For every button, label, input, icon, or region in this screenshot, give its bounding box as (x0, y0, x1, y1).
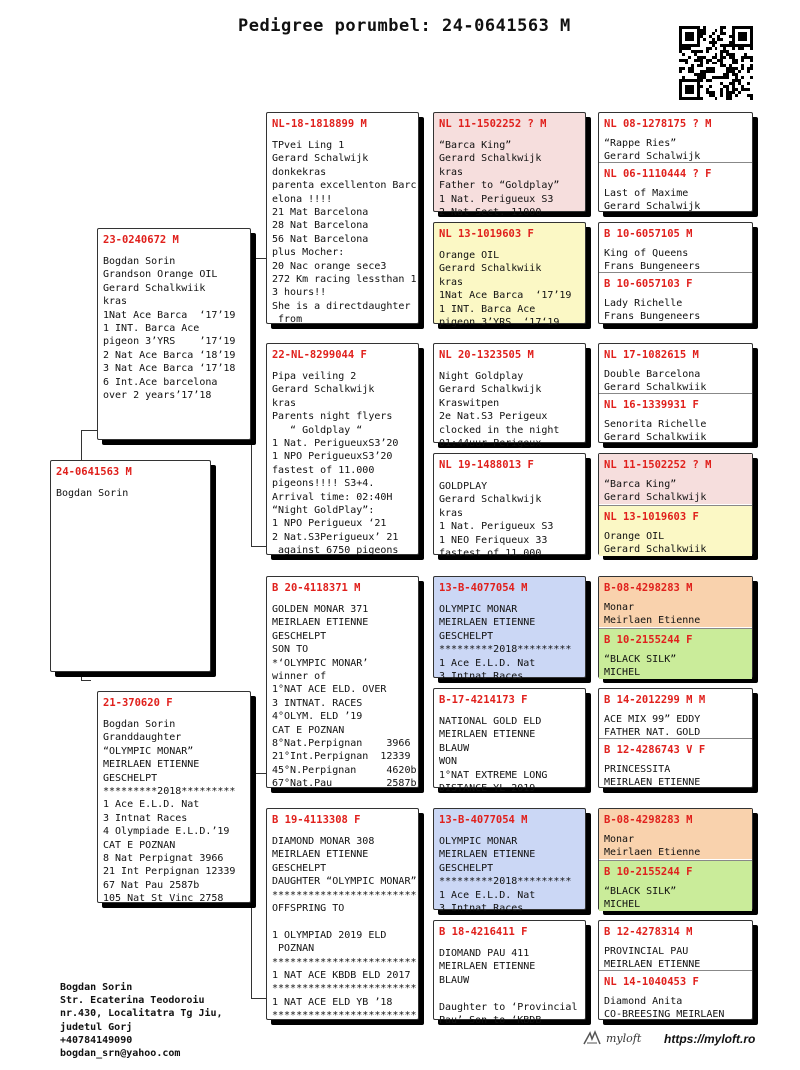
website-link[interactable]: https://myloft.ro (664, 1032, 756, 1046)
pedigree-card-pair-5 (598, 576, 753, 678)
pedigree-entry (599, 577, 752, 627)
connector-line (251, 773, 266, 774)
card-text: Bogdan Sorin Grandson Orange OIL Gerard Schalkwiik kras 1Nat Ace Barca ‘17’19 1 INT. Barca Ace pigeon 3’YRS ’17‘19 2 Nat Ace Barca ‘18’19 3 Nat Ace Barca ‘17’18 6 Int.Ace barcelona over 2 years’17’18 (103, 256, 236, 402)
connector-line (251, 258, 252, 546)
ring-number: NL 17-1082615 M (604, 349, 699, 361)
card-text: DIAMOND MONAR 308 MEIRLAEN ETIENNE GESCHELPT DAUGHTER “OLYMPIC MONAR” ************************ OFFSPRING TO 1 OLYMPIAD 2019 ELD POZNAN ************************ 1 NAT ACE KBDB ELD 2017 ************************ 1 NAT ACE ELD YB ’18 ************************ (272, 836, 417, 1022)
pedigree-card-dds (433, 808, 586, 915)
ring-number: NL 13-1019603 F (439, 228, 534, 240)
ring-number: 13-B-4077054 M (439, 814, 528, 826)
card-text: “BLACK SILK” MICHEL (604, 654, 677, 679)
pedigree-card-pair-6 (598, 688, 753, 788)
qr-code-icon (679, 26, 753, 100)
card-text: Night Goldplay Gerard Schalkwijk Kraswitpen 2e Nat.S3 Perigeux clocked in the night 01:44uur Perigeux (439, 371, 560, 450)
pedigree-card-pair-7 (598, 808, 753, 910)
ring-number: B 19-4113308 F (272, 814, 361, 826)
card-text: “Barca King” Gerard Schalkwijk kras Father to “Goldplay” 1 Nat. Perigueux S3 2 Nat Sect. 11000 (439, 140, 560, 219)
card-text: PROVINCIAL PAU MEIRLAEN ETIENNE (604, 946, 701, 971)
pedigree-entry (599, 454, 752, 504)
ring-number: NL 14-1040453 F (604, 976, 699, 988)
pedigree-card-pair-1 (598, 112, 753, 212)
card-text: Lady Richelle Frans Bungeneers (604, 298, 701, 323)
pedigree-card-dsd (433, 688, 586, 795)
pedigree-entry (599, 223, 752, 271)
pedigree-entry (599, 628, 752, 679)
pedigree-card-dam (97, 691, 251, 903)
ring-number: NL 13-1019603 F (604, 511, 699, 523)
pedigree-card-subject (50, 460, 211, 672)
pedigree-card-ssd (433, 222, 586, 329)
ring-number: B 18-4216411 F (439, 926, 528, 938)
ring-number: 21-370620 F (103, 697, 173, 709)
ring-number: 13-B-4077054 M (439, 582, 528, 594)
connector-line (251, 546, 266, 547)
card-text: Monar Meirlaen Etienne (604, 602, 701, 627)
pedigree-entry (599, 162, 752, 213)
card-text: ACE MIX 99” EDDY FATHER NAT. GOLD (604, 714, 701, 739)
pedigree-card-pair-2 (598, 222, 753, 324)
pedigree-card-dam-sire (266, 576, 419, 788)
page-title: Pedigree porumbel: 24-0641563 M (238, 16, 571, 36)
card-text: DIOMAND PAU 411 MEIRLAEN ETIENNE BLAUW Daughter to ‘Provincial Pau’ Son to ‘KBDB (439, 948, 578, 1027)
pedigree-entry (599, 505, 752, 556)
pedigree-card-sds (433, 343, 586, 450)
card-text: OLYMPIC MONAR MEIRLAEN ETIENNE GESCHELPT *********2018********* 1 Ace E.L.D. Nat 3 Intnat Races (439, 836, 572, 915)
pedigree-card-dss (433, 576, 586, 683)
ring-number: NL 19-1488013 F (439, 459, 534, 471)
card-text: GOLDEN MONAR 371 MEIRLAEN ETIENNE GESCHELPT SON TO *‘OLYMPIC MONAR’ winner of 1°NAT ACE ELD. OVER 3 INTNAT. RACES 4°OLYM. ELD ’19 CAT E POZNAN 8°Nat.Perpignan 3966 21°Int.Perpignan 12339 45°N.Perpignan 4620b 67°Nat.Pau 2587b (272, 604, 417, 790)
myloft-logo-icon (582, 1030, 602, 1046)
ring-number: B 14-2012299 M M (604, 694, 706, 706)
ring-number: NL 08-1278175 ? M (604, 118, 712, 130)
pedigree-card-pair-4 (598, 453, 753, 555)
ring-number: NL 16-1339931 F (604, 399, 699, 411)
ring-number: B-08-4298283 M (604, 814, 693, 826)
ring-number: B 12-4278314 M (604, 926, 693, 938)
pedigree-card-sdd (433, 453, 586, 560)
ring-number: B 10-6057105 M (604, 228, 693, 240)
pedigree-entry (599, 738, 752, 789)
pedigree-card-sire (97, 228, 251, 440)
pedigree-entry (599, 113, 752, 161)
ring-number: B 10-2155244 F (604, 634, 693, 646)
card-text: Pipa veiling 2 Gerard Schalkwijk kras Parents night flyers “ Goldplay “ 1 Nat. PerigueuxS3’20 1 NPO PerigueuxS3’20 fastest of 11.000 pigeons!!!! S3+4. Arrival time: 02:40H “Night GoldPlay”: 1 NPO Perigueux ‘21 2 Nat.S3Perigueux’ 21 against 6750 pigeons (272, 371, 399, 557)
card-text: Orange OIL Gerard Schalkwiik (604, 531, 707, 556)
owner-address: Bogdan Sorin Str. Ecaterina Teodoroiu nr.430, Localitatra Tg Jiu, judetul Gorj +40784149090 bogdan_srn@yahoo.com (60, 982, 223, 1060)
card-text: “Rappe Ries” Gerard Schalwijk (604, 138, 701, 163)
pedigree-entry (599, 860, 752, 911)
pedigree-entry (599, 921, 752, 969)
pedigree-entry (599, 809, 752, 859)
card-text: NATIONAL GOLD ELD MEIRLAEN ETIENNE BLAUW WON 1°NAT EXTREME LONG DISTANCE YL 2019 (439, 716, 548, 795)
card-text: TPvei Ling 1 Gerard Schalwijk donkekras parenta excellenton Barc elona !!!! 21 Mat Barcelona 28 Nat Barcelona 56 Nat Barcelona plus Mocher: 20 Nac orange sece3 272 Km racing lessthan 1 3 hours!! She is a directdaughter from (272, 140, 417, 326)
pedigree-entry (599, 272, 752, 325)
pedigree-entry (599, 344, 752, 392)
pedigree-entry (599, 689, 752, 737)
pedigree-card-sire-sire (266, 112, 419, 324)
card-text: Diamond Anita CO-BREESING MEIRLAEN (604, 996, 725, 1021)
ring-number: 22-NL-8299044 F (272, 349, 367, 361)
card-text: Double Barcelona Gerard Schalkwiik (604, 369, 707, 394)
card-text: Last of Maxime Gerard Schalwijk (604, 188, 701, 213)
pedigree-card-sire-dam (266, 343, 419, 555)
pedigree-card-sss (433, 112, 586, 219)
connector-line (251, 773, 252, 998)
card-text: King of Queens Frans Bungeneers (604, 248, 701, 273)
ring-number: NL 11-1502252 ? M (439, 118, 547, 130)
pedigree-entry (599, 393, 752, 444)
card-text: GOLDPLAY Gerard Schalkwijk kras 1 Nat. Perigueux S3 1 NEO Feriqueux 33 fastest of 11.000 (439, 481, 554, 560)
connector-line (251, 998, 266, 999)
ring-number: NL-18-1818899 M (272, 118, 367, 130)
card-text: OLYMPIC MONAR MEIRLAEN ETIENNE GESCHELPT *********2018********* 1 Ace E.L.D. Nat 3 Intnat Races (439, 604, 572, 683)
ring-number: B 20-4118371 M (272, 582, 361, 594)
pedigree-card-pair-3 (598, 343, 753, 443)
ring-number: NL 11-1502252 ? M (604, 459, 712, 471)
pedigree-card-dam-dam (266, 808, 419, 1020)
connector-line (251, 258, 266, 259)
card-text: PRINCESSITA MEIRLAEN ETIENNE (604, 764, 701, 789)
card-text: Bogdan Sorin (56, 488, 129, 499)
card-text: Bogdan Sorin Granddaughter “OLYMPIC MONAR” MEIRLAEN ETIENNE GESCHELPT *********2018********* 1 Ace E.L.D. Nat 3 Intnat Races 4 Olympiade E.L.D.’19 CAT E POZNAN 8 Nat Perpignat 3966 21 Int Perpignan 12339 67 Nat Pau 2587b 105 Nat St Vinc 2758 (103, 719, 236, 905)
ring-number: B 10-2155244 F (604, 866, 693, 878)
ring-number: NL 06-1110444 ? F (604, 168, 712, 180)
ring-number: 24-0641563 M (56, 466, 132, 478)
ring-number: NL 20-1323505 M (439, 349, 534, 361)
logo-text: myloft (606, 1031, 642, 1045)
ring-number: B 12-4286743 V F (604, 744, 706, 756)
card-text: Monar Meirlaen Etienne (604, 834, 701, 859)
ring-number: B 10-6057103 F (604, 278, 693, 290)
card-text: Senorita Richelle Gerard Schalkwiik (604, 419, 707, 444)
myloft-logo (582, 1030, 641, 1046)
ring-number: B-08-4298283 M (604, 582, 693, 594)
pedigree-entry (599, 970, 752, 1021)
pedigree-card-pair-8 (598, 920, 753, 1020)
connector-line (81, 680, 91, 681)
card-text: Orange OIL Gerard Schalkwiik kras 1Nat Ace Barca ‘17’19 1 INT. Barca Ace pigeon 3’YRS ‘17‘19 (439, 250, 572, 329)
ring-number: B-17-4214173 F (439, 694, 528, 706)
card-text: “BLACK SILK” MICHEL (604, 886, 677, 911)
pedigree-card-ddd (433, 920, 586, 1027)
card-text: “Barca King” Gerard Schalkwijk (604, 479, 707, 504)
ring-number: 23-0240672 M (103, 234, 179, 246)
